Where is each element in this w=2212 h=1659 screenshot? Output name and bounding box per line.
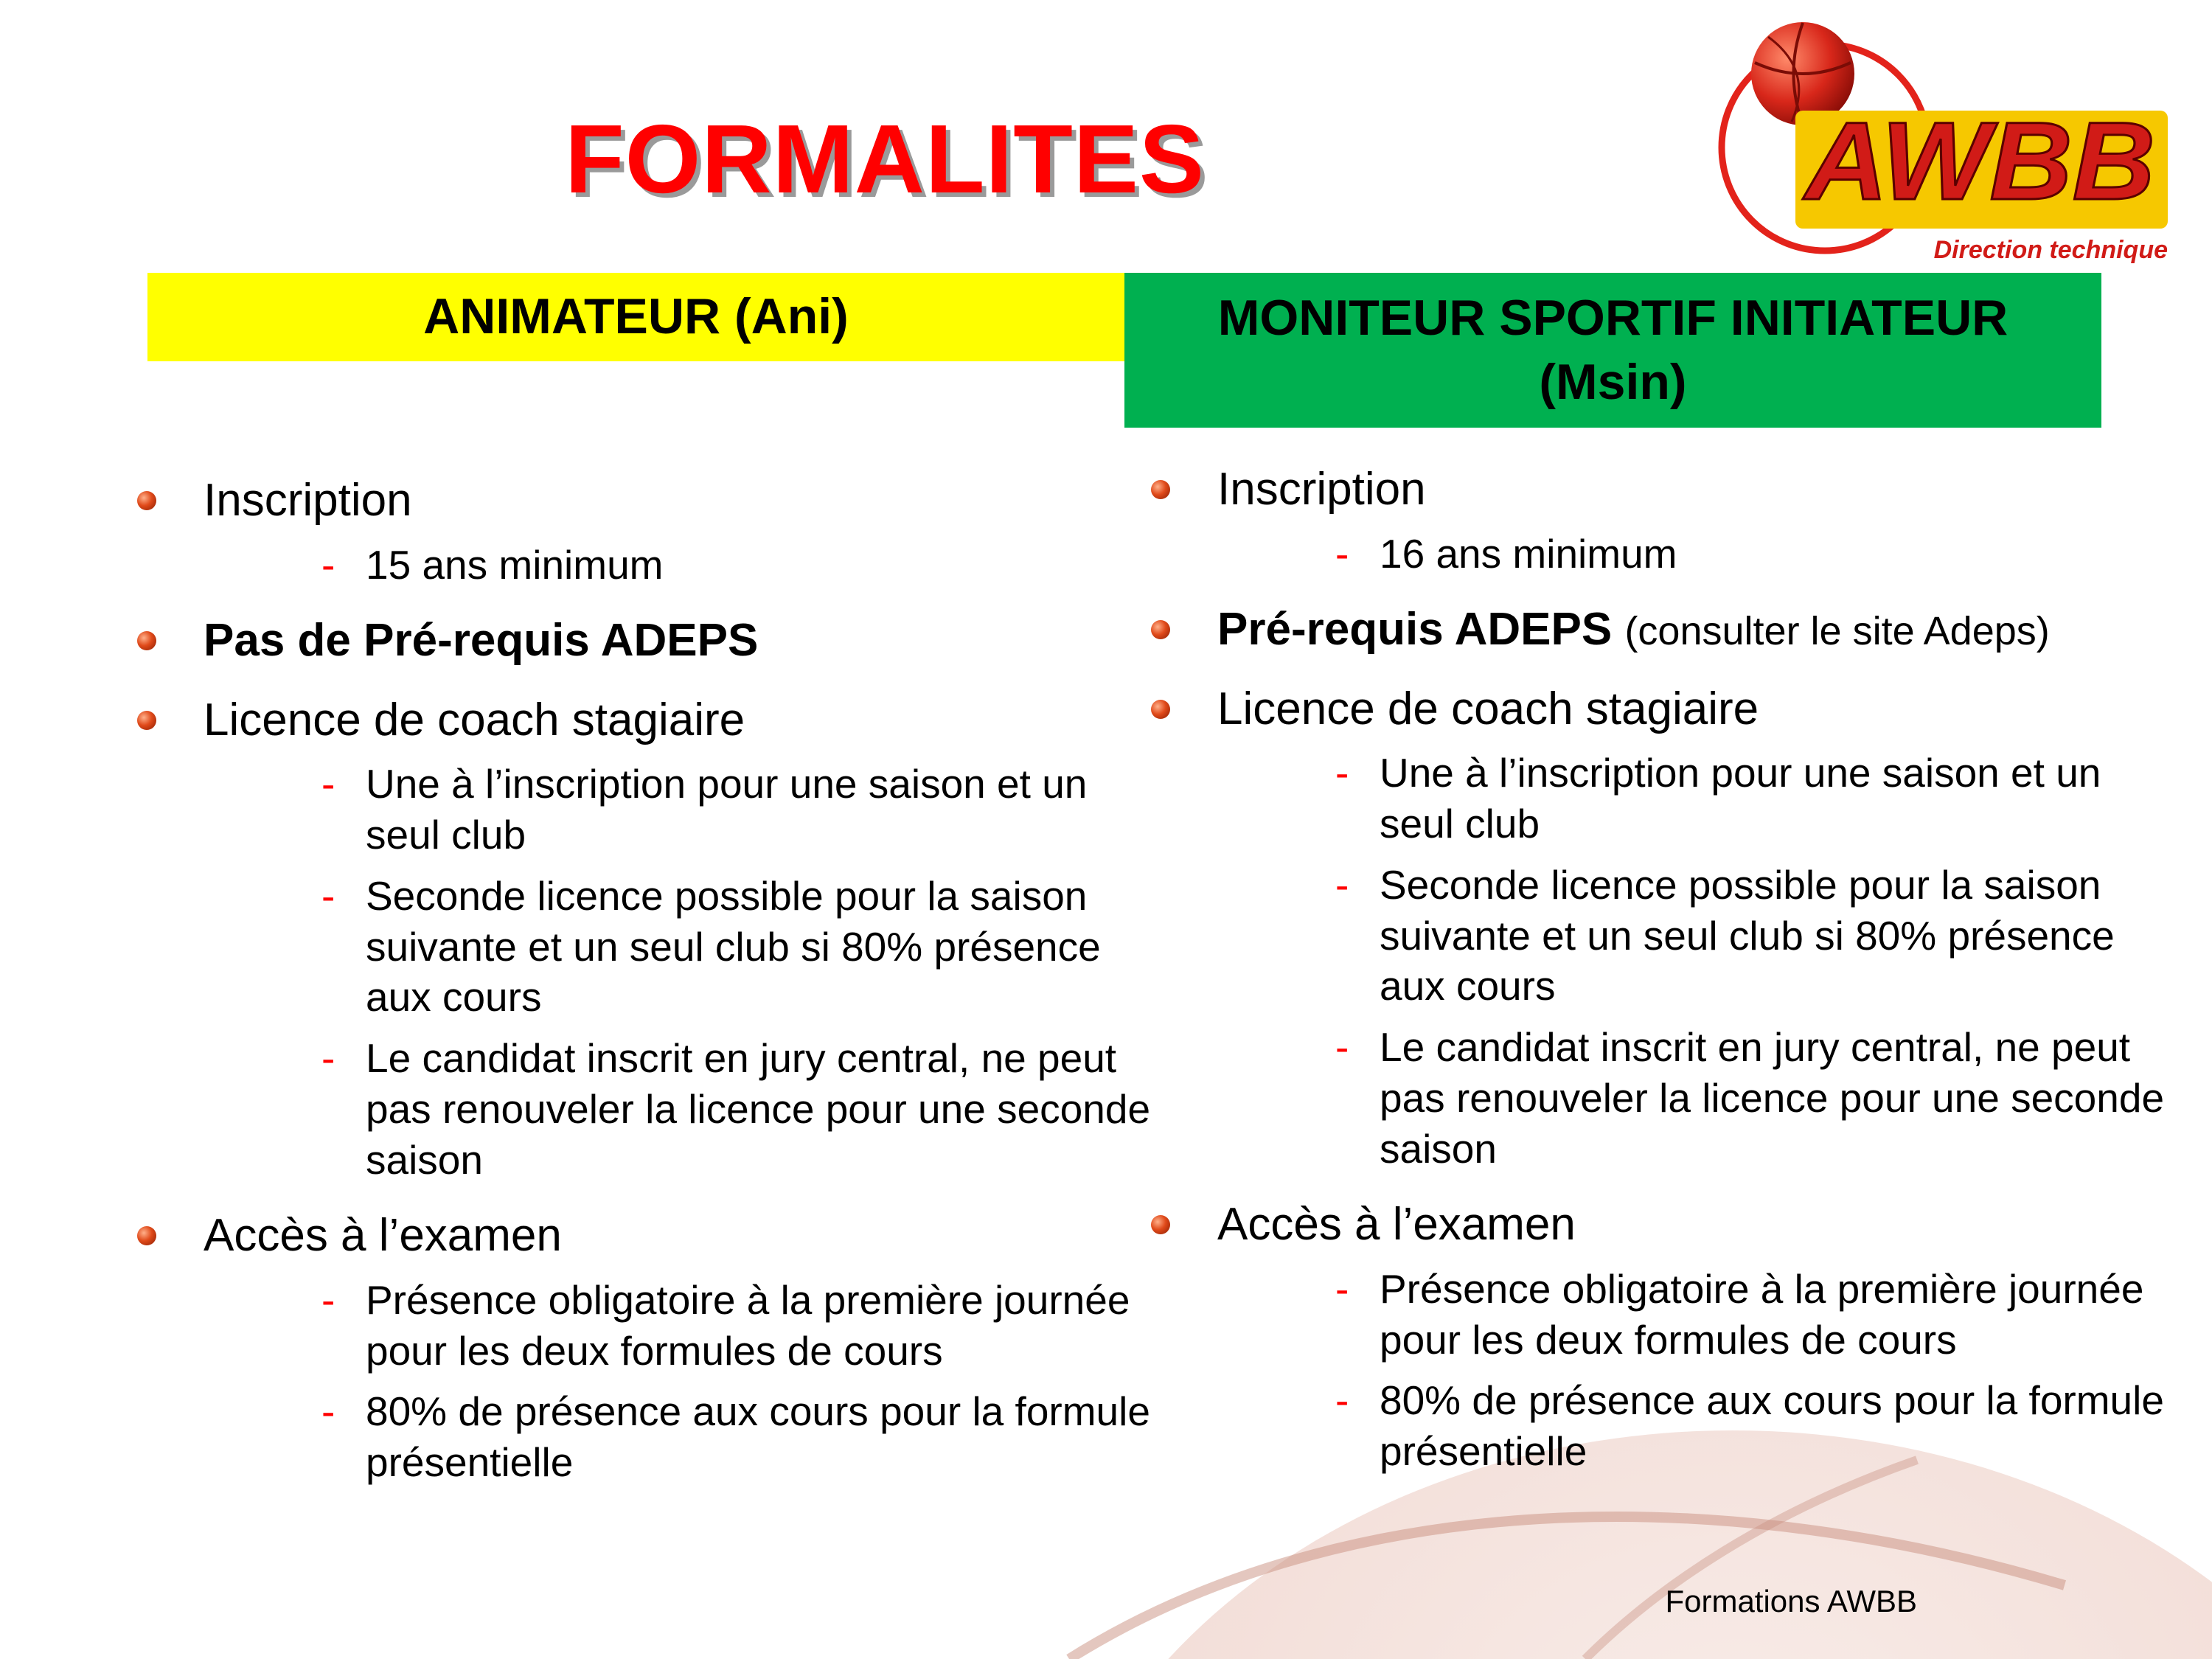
- sub-item-text: Une à l’inscription pour une saison et un seul club: [1380, 750, 2101, 846]
- list-item: [1147, 1196, 2164, 1477]
- sub-item-text: 80% de présence aux cours pour la formule présentielle: [1380, 1377, 2164, 1474]
- sub-item-text: 80% de présence aux cours pour la formule présentielle: [366, 1388, 1150, 1485]
- sub-item: - Présence obligatoire à la première journée pour les deux formules de cours: [1335, 1265, 2144, 1363]
- moniteur-header-line2: (Msin): [1539, 354, 1687, 410]
- sub-item: - 80% de présence aux cours pour la formule présentielle: [321, 1388, 1150, 1485]
- sub-item-text: Présence obligatoire à la première journée pour les deux formules de cours: [366, 1276, 1130, 1374]
- section-label: Pré-requis ADEPS: [1217, 604, 1613, 655]
- bullet-ball-icon: [1151, 1215, 1170, 1234]
- sub-item: - Présence obligatoire à la première journée pour les deux formules de cours: [321, 1276, 1130, 1374]
- sub-item: - 15 ans minimum: [321, 541, 664, 588]
- section-label: Pas de Pré-requis ADEPS: [204, 615, 759, 667]
- bullet-ball-icon: [137, 1226, 156, 1245]
- list-item: [133, 692, 1151, 1186]
- sub-item: - 16 ans minimum: [1335, 530, 1677, 577]
- section-aside: (consulter le site Adeps): [1624, 609, 2050, 654]
- list-item: [1147, 601, 2105, 658]
- bullet-ball-icon: [137, 711, 156, 730]
- sub-item-text: 15 ans minimum: [366, 541, 664, 588]
- sub-item-text: Seconde licence possible pour la saison suivante et un seul club si 80% présence aux cours: [366, 872, 1101, 1020]
- animateur-header-label: ANIMATEUR (Ani): [423, 288, 849, 345]
- sub-item: - Le candidat inscrit en jury central, ne peut pas renouveler la licence pour une seconde saison: [321, 1035, 1151, 1183]
- sub-item: - Une à l’inscription pour une saison et un seul club: [1335, 750, 2101, 846]
- sub-item-text: Présence obligatoire à la première journée pour les deux formules de cours: [1380, 1265, 2144, 1363]
- sub-item: - Seconde licence possible pour la saison suivante et un seul club si 80% présence aux cours: [321, 872, 1101, 1020]
- page-title: FORMALITES: [565, 105, 1205, 213]
- sub-item: - Seconde licence possible pour la saison suivante et un seul club si 80% présence aux cours: [1335, 861, 2115, 1009]
- bullet-ball-icon: [1151, 700, 1170, 719]
- logo-brand: AWBB: [1801, 99, 2155, 223]
- animateur-column: [133, 472, 1151, 1488]
- logo-subtitle: Direction technique: [1933, 236, 2168, 264]
- bullet-ball-icon: [1151, 620, 1170, 639]
- bullet-ball-icon: [1151, 480, 1170, 499]
- list-item: [1147, 461, 2105, 579]
- moniteur-header-line1: MONITEUR SPORTIF INITIATEUR: [1217, 289, 2008, 346]
- moniteur-header: [1124, 273, 2101, 428]
- sub-item: - Une à l’inscription pour une saison et un seul club: [321, 761, 1088, 858]
- section-label: Inscription: [204, 475, 412, 526]
- sub-item-text: Une à l’inscription pour une saison et un seul club: [366, 761, 1088, 858]
- section-label: Licence de coach stagiaire: [1217, 683, 1759, 734]
- section-label: Licence de coach stagiaire: [204, 694, 745, 745]
- list-item: [133, 472, 1091, 590]
- list-item: [133, 612, 1091, 669]
- sub-item-text: Le candidat inscrit en jury central, ne peut pas renouveler la licence pour une seconde saison: [1380, 1024, 2165, 1172]
- footer-text: Formations AWBB: [1665, 1584, 1917, 1618]
- sub-item: - 80% de présence aux cours pour la formule présentielle: [1335, 1377, 2164, 1474]
- list-item: [1147, 681, 2165, 1175]
- bullet-ball-icon: [137, 631, 156, 650]
- section-label: Accès à l’examen: [1217, 1199, 1576, 1251]
- sub-item-text: Seconde licence possible pour la saison suivante et un seul club si 80% présence aux cours: [1380, 861, 2115, 1009]
- sub-item: - Le candidat inscrit en jury central, ne peut pas renouveler la licence pour une seconde saison: [1335, 1024, 2165, 1172]
- list-item: [133, 1207, 1150, 1488]
- animateur-header: [147, 273, 1124, 361]
- sub-item-text: 16 ans minimum: [1380, 530, 1677, 577]
- sub-item-text: Le candidat inscrit en jury central, ne peut pas renouveler la licence pour une seconde saison: [366, 1035, 1151, 1183]
- moniteur-column: [1147, 461, 2165, 1477]
- awbb-logo: [1711, 11, 2183, 269]
- section-label: Inscription: [1217, 464, 1426, 515]
- bullet-ball-icon: [137, 491, 156, 510]
- section-label: Accès à l’examen: [204, 1210, 562, 1262]
